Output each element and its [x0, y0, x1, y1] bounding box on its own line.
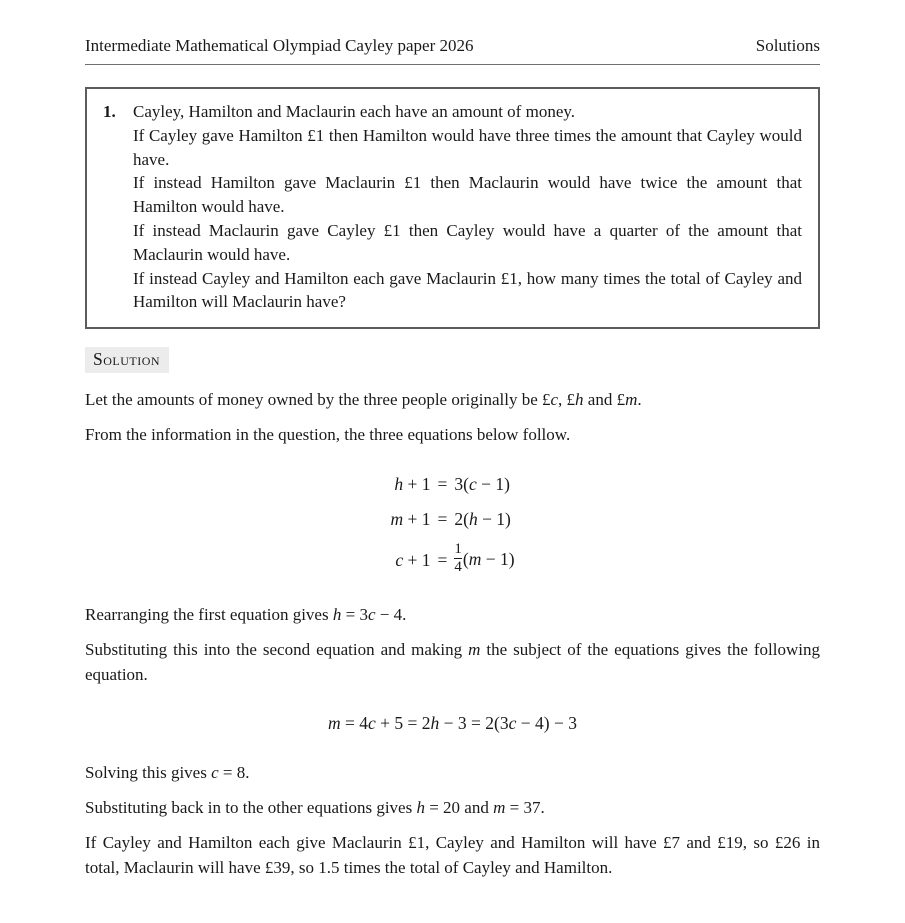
question-sentence: If instead Maclaurin gave Cayley £1 then Cayley would have a quarter of the amount that Maclaurin would have. [133, 220, 802, 264]
question-text [133, 100, 802, 314]
equation-display-m: m = 4c + 5 = 2h − 3 = 2(3c − 4) − 3 [328, 713, 577, 734]
equation-3-rhs [454, 540, 515, 579]
paragraph-substituting-back: Substituting back in to the other equations gives h = 20 and m = 37. [85, 798, 545, 818]
document-page [85, 0, 820, 880]
equation-3-rhs-tail: (m − 1) [462, 548, 515, 569]
header-solutions-label: Solutions [755, 36, 820, 55]
question-sentence: If instead Cayley and Hamilton each gave Maclaurin £1, how many times the total of Cayley and Hamilton will Maclaurin have? [133, 268, 802, 312]
paragraph-final-answer: If Cayley and Hamilton each give Maclaurin £1, Cayley and Hamilton will have £7 and £19, so £26 in total, Maclaurin will have £39, so 1.5 times the total of Cayley and Hamilton. [85, 833, 820, 878]
equation-2-rhs: 2(h − 1) [454, 508, 511, 529]
fraction-one-quarter [454, 541, 462, 577]
paragraph-rearranging: Rearranging the first equation gives h = 3c − 4. [85, 605, 407, 625]
equation-group [390, 473, 514, 578]
question-sentence: If Cayley gave Hamilton £1 then Hamilton would have three times the amount that Cayley would have. [133, 125, 802, 169]
question-sentence: Cayley, Hamilton and Maclaurin each have an amount of money. [133, 102, 576, 121]
equation-1-equals: = [437, 474, 448, 495]
fraction-denominator: 4 [454, 558, 462, 575]
equation-2-lhs: m + 1 [390, 508, 431, 529]
question-box [85, 87, 820, 329]
equation-2-equals: = [437, 508, 448, 529]
equation-3-equals: = [437, 550, 448, 571]
equation-3-lhs: c + 1 [395, 550, 431, 571]
page-header [85, 36, 820, 65]
paragraph-substituting: Substituting this into the second equation and making m the subject of the equations gives the following equation. [85, 640, 821, 685]
paragraph-let-amounts: Let the amounts of money owned by the three people originally be £c, £h and £m. [85, 390, 642, 410]
equation-1-lhs: h + 1 [394, 474, 431, 495]
equation-1-rhs: 3(c − 1) [454, 474, 510, 495]
paragraph-from-information: From the information in the question, the three equations below follow. [85, 425, 571, 445]
header-title: Intermediate Mathematical Olympiad Cayley paper 2026 [85, 36, 474, 55]
solution-label: Solution [85, 347, 169, 373]
fraction-numerator: 1 [454, 540, 462, 557]
question-number: 1. [103, 102, 116, 121]
paragraph-solving: Solving this gives c = 8. [85, 763, 250, 783]
question-sentence: If instead Hamilton gave Maclaurin £1 then Maclaurin would have twice the amount that Hamilton would have. [133, 173, 802, 217]
